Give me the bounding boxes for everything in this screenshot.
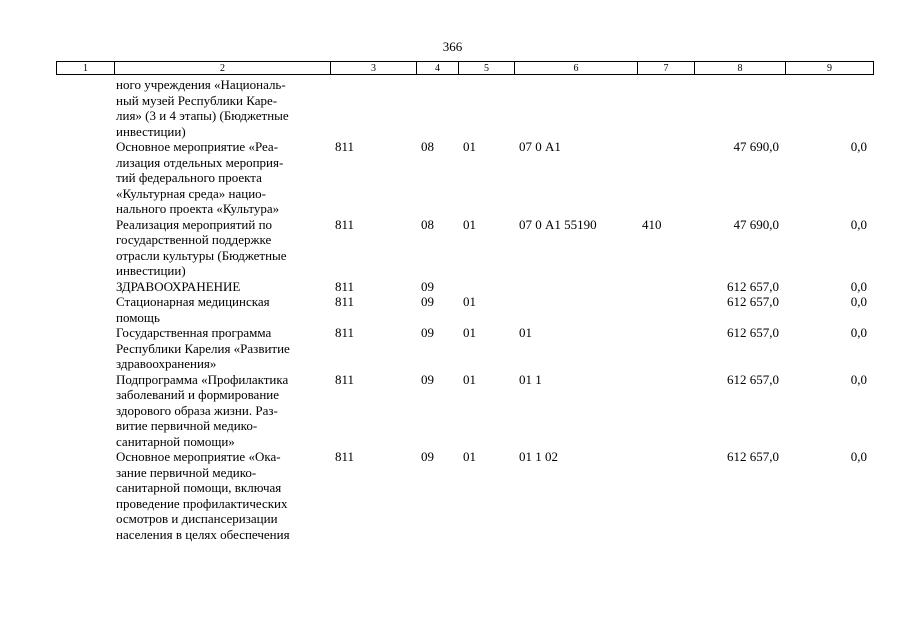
row-name-line: лия» (3 и 4 этапы) (Бюджетные <box>116 108 289 123</box>
cell-col-1 <box>56 279 114 295</box>
row-name <box>114 372 330 450</box>
table-row <box>56 77 873 139</box>
table-row <box>56 139 873 217</box>
row-name <box>114 77 330 139</box>
row-name <box>114 279 330 295</box>
cell-c6: 01 <box>519 325 532 340</box>
cell-c3: 811 <box>335 371 355 387</box>
row-name-line: тий федерального проекта <box>116 170 262 185</box>
table-row <box>56 294 873 325</box>
cell-c8 <box>694 77 785 139</box>
row-name-line: ный музей Республики Каре- <box>116 92 278 108</box>
row-name-line: инвестиции) <box>116 123 186 139</box>
cell-c4: 09 <box>421 371 434 387</box>
cell-col-1 <box>56 139 114 217</box>
header-row <box>57 62 874 75</box>
cell-c5 <box>458 77 514 139</box>
cell-c3 <box>330 77 416 139</box>
header-cell-9: 9 <box>786 62 874 75</box>
cell-c4: 09 <box>421 325 434 340</box>
cell-col-1 <box>56 294 114 325</box>
cell-c8: 612 657,0 <box>727 294 779 309</box>
cell-c8: 47 690,0 <box>733 216 779 232</box>
cell-c7 <box>637 279 694 295</box>
row-name-line: населения в целях обеспечения <box>116 526 290 542</box>
row-name-line: государственной поддержке <box>116 232 272 247</box>
row-name-line: «Культурная среда» нацио- <box>116 185 266 201</box>
row-name-line: витие первичной медико- <box>116 418 258 433</box>
cell-c6 <box>514 77 637 139</box>
row-name-line: инвестиции) <box>116 263 186 278</box>
row-name-line: Основное мероприятие «Ока- <box>116 449 281 464</box>
row-name-line: санитарной помощи» <box>116 433 235 449</box>
header-cell-4: 4 <box>417 62 459 75</box>
table-row <box>56 449 873 542</box>
header-cell-7: 7 <box>638 62 695 75</box>
header-cell-3: 3 <box>331 62 417 75</box>
cell-c4: 08 <box>421 139 434 154</box>
cell-c9: 0,0 <box>850 325 867 340</box>
cell-c9: 0,0 <box>850 294 867 309</box>
row-name <box>114 217 330 279</box>
cell-c5: 01 <box>463 449 476 464</box>
row-name-line: заболеваний и формирование <box>116 387 280 402</box>
table-row <box>56 279 873 295</box>
cell-c6: 01 1 02 <box>519 449 558 464</box>
page-number: 366 <box>442 39 463 54</box>
cell-c3: 811 <box>335 294 355 309</box>
row-name-line: Стационарная медицинская <box>116 294 270 309</box>
cell-c9: 0,0 <box>850 449 867 464</box>
row-name <box>114 294 330 325</box>
cell-col-1 <box>56 77 114 139</box>
cell-c9: 0,0 <box>850 139 867 154</box>
cell-c4: 09 <box>421 278 434 294</box>
row-name-line: Реализация мероприятий по <box>116 216 273 232</box>
cell-c7 <box>637 449 694 542</box>
cell-c7 <box>637 294 694 325</box>
cell-c6 <box>514 294 637 325</box>
cell-c9: 0,0 <box>850 216 867 232</box>
cell-c8: 47 690,0 <box>733 139 779 154</box>
row-name-line: Подпрограмма «Профилактика <box>116 371 289 387</box>
cell-c3: 811 <box>335 449 355 464</box>
cell-c5: 01 <box>463 371 476 387</box>
row-name-line: здравоохранения» <box>116 356 217 371</box>
row-name <box>114 139 330 217</box>
row-name-line: осмотров и диспансеризации <box>116 511 278 526</box>
cell-c5: 01 <box>463 139 476 154</box>
cell-c4 <box>416 77 458 139</box>
cell-c7 <box>637 139 694 217</box>
header-cell-8: 8 <box>695 62 786 75</box>
cell-c9: 0,0 <box>850 278 867 294</box>
row-name-line: проведение профилактических <box>116 495 288 511</box>
header-cell-5: 5 <box>459 62 515 75</box>
cell-c4: 09 <box>421 449 434 464</box>
header-cell-2: 2 <box>115 62 331 75</box>
cell-c5: 01 <box>463 216 476 232</box>
cell-c7 <box>637 325 694 372</box>
cell-c6 <box>514 279 637 295</box>
cell-c8: 612 657,0 <box>727 278 779 294</box>
row-name-line: Республики Карелия «Развитие <box>116 340 290 356</box>
row-name-line: зание первичной медико- <box>116 464 257 480</box>
row-name-line: Государственная программа <box>116 325 272 340</box>
table-row <box>56 217 873 279</box>
cell-c5: 01 <box>463 294 476 309</box>
row-name-line: санитарной помощи, включая <box>116 480 282 495</box>
row-name-line: помощь <box>116 309 160 325</box>
cell-c8: 612 657,0 <box>727 325 779 340</box>
cell-c3: 811 <box>335 216 355 232</box>
cell-c5: 01 <box>463 325 476 340</box>
cell-c4: 08 <box>421 216 434 232</box>
cell-c8: 612 657,0 <box>727 371 779 387</box>
header-cell-6: 6 <box>515 62 638 75</box>
cell-c7 <box>637 77 694 139</box>
cell-col-1 <box>56 372 114 450</box>
row-name <box>114 325 330 372</box>
row-name-line: ного учреждения «Националь- <box>116 77 286 92</box>
cell-col-1 <box>56 217 114 279</box>
row-name-line: лизация отдельных мероприя- <box>116 154 284 170</box>
cell-col-1 <box>56 325 114 372</box>
cell-c5 <box>458 279 514 295</box>
row-name <box>114 449 330 542</box>
table-row <box>56 372 873 450</box>
cell-c7: 410 <box>642 216 662 232</box>
cell-col-1 <box>56 449 114 542</box>
cell-c3: 811 <box>335 278 355 294</box>
cell-c3: 811 <box>335 325 355 340</box>
header-cell-1: 1 <box>57 62 115 75</box>
row-name-line: ЗДРАВООХРАНЕНИЕ <box>116 278 241 294</box>
cell-c6: 07 0 А1 55190 <box>519 216 597 232</box>
row-name-line: Основное мероприятие «Реа- <box>116 139 279 154</box>
row-name-line: нального проекта «Культура» <box>116 201 280 216</box>
cell-c9: 0,0 <box>850 371 867 387</box>
cell-c8: 612 657,0 <box>727 449 779 464</box>
table-row <box>56 325 873 372</box>
cell-c7 <box>637 372 694 450</box>
cell-c4: 09 <box>421 294 434 309</box>
column-number-header <box>56 61 874 75</box>
row-name-line: здорового образа жизни. Раз- <box>116 402 278 418</box>
cell-c9 <box>785 77 873 139</box>
cell-c3: 811 <box>335 139 355 154</box>
cell-c6: 01 1 <box>519 371 542 387</box>
cell-c6: 07 0 А1 <box>519 139 561 154</box>
row-name-line: отрасли культуры (Бюджетные <box>116 247 287 263</box>
budget-table <box>56 77 873 542</box>
